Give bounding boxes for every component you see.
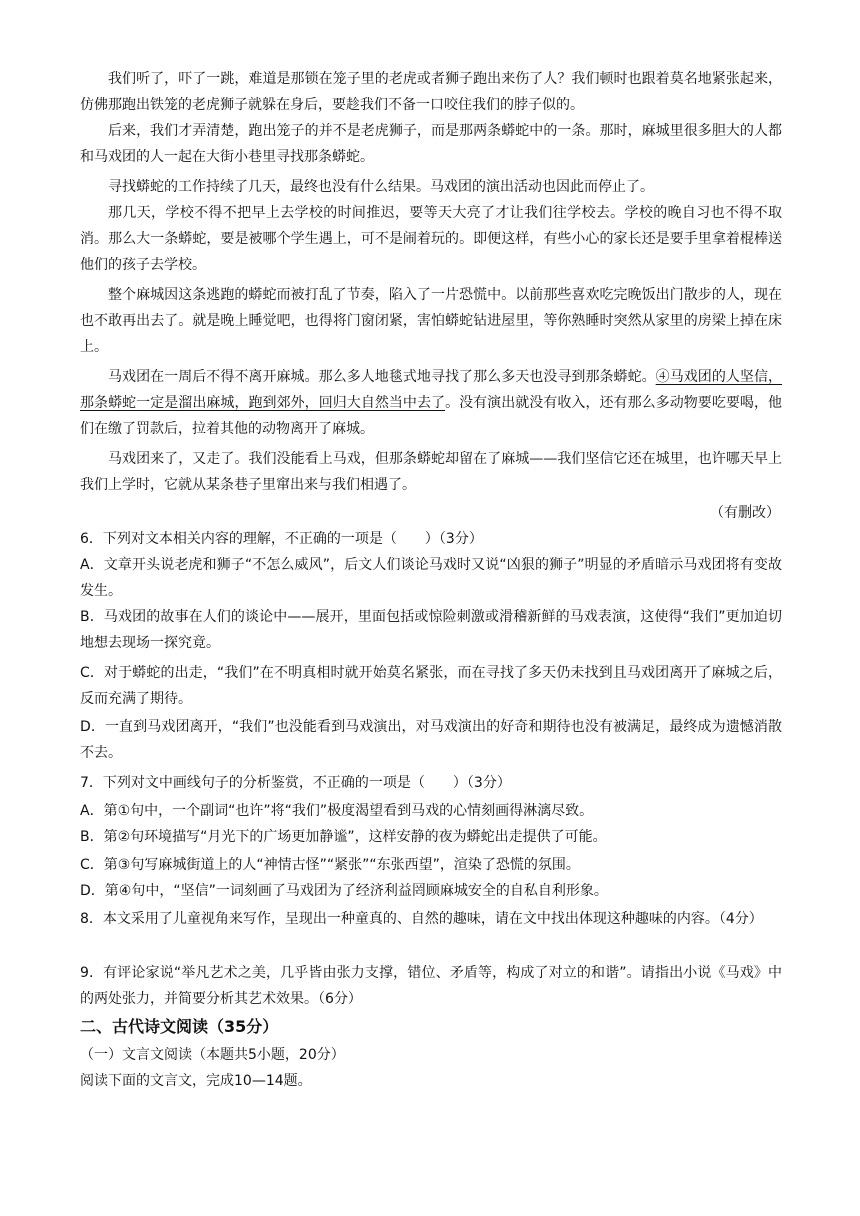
- question-7-stem: 7．下列对文中画线句子的分析鉴赏，不正确的一项是（ ）（3分）: [80, 775, 511, 791]
- question-7-option-d: D．第④句中，“坚信”一词刻画了马戏团为了经济利益罔顾麻城安全的自私自利形象。: [80, 883, 608, 899]
- question-7-option-a: A．第①句中，一个副词“也许”将“我们”极度渴望看到马戏的心情刻画得淋漓尽致。: [80, 803, 594, 819]
- passage-paragraph-5: 整个麻城因这条逃跑的蟒蛇而被打乱了节奏，陷入了一片恐慌中。以前那些喜欢吃完晚饭出门散步的人，现在也不敢再出去了。就是晚上睡觉吧，也得将门窗闭紧，害怕蟒蛇钻进屋里，等你熟睡时突然从家里的房梁上掉在床上。: [80, 287, 782, 355]
- question-6-option-a: A．文章开头说老虎和狮子“不怎么威风”，后文人们谈论马戏时又说“凶狠的狮子”明显的矛盾暗示马戏团将有变故发生。: [80, 557, 782, 599]
- passage-paragraph-3: 寻找蟒蛇的工作持续了几天，最终也没有什么结果。马戏团的演出活动也因此而停止了。: [108, 179, 654, 195]
- underlined-sentence-4: ④马戏团的人坚信，那条蟒蛇一定是溜出麻城，跑到郊外，回归大自然当中去了: [80, 369, 783, 411]
- passage-paragraph-7: 马戏团来了，又走了。我们没能看上马戏，但那条蟒蛇却留在了麻城——我们坚信它还在城里，也许哪天早上我们上学时，它就从某条巷子里窜出来与我们相遇了。: [80, 451, 782, 493]
- question-6-stem: 6．下列对文本相关内容的理解，不正确的一项是（ ）（3分）: [80, 531, 483, 547]
- question-7-option-c: C．第③句写麻城街道上的人“神情古怪”“紧张”“东张西望”，渲染了恐慌的氛围。: [80, 857, 580, 873]
- question-6-option-c: C．对于蟒蛇的出走，“我们”在不明真相时就开始莫名紧张，而在寻找了多天仍未找到且马戏团离开了麻城之后，反而充满了期待。: [80, 665, 782, 707]
- question-8: 8．本文采用了儿童视角来写作，呈现出一种童真的、自然的趣味，请在文中找出体现这种趣味的内容。（4分）: [80, 911, 763, 927]
- section-2-subheading: （一）文言文阅读（本题共5小题，20分）: [80, 1047, 345, 1063]
- passage-paragraph-6: [80, 364, 782, 442]
- passage-paragraph-2: 后来，我们才弄清楚，跑出笼子的并不是老虎狮子，而是那两条蟒蛇中的一条。那时，麻城里很多胆大的人都和马戏团的人一起在大街小巷里寻找那条蟒蛇。: [80, 123, 782, 165]
- section-2-heading: 二、古代诗文阅读（35分）: [80, 1017, 279, 1036]
- passage-paragraph-4: 那几天，学校不得不把早上去学校的时间推迟，要等天大亮了才让我们往学校去。学校的晚自习也不得不取消。那么大一条蟒蛇，要是被哪个学生遇上，可不是闹着玩的。即便这样，有些小心的家长还是要手里拿着棍棒送他们的孩子去学校。: [80, 205, 782, 273]
- passage-p6-text-a: 马戏团在一周后不得不离开麻城。那么多人地毯式地寻找了那么多天也没寻到那条蟒蛇。: [108, 369, 656, 385]
- question-6-option-d: D．一直到马戏团离开，“我们”也没能看到马戏演出，对马戏演出的好奇和期待也没有被满足，最终成为遗憾消散不去。: [80, 719, 782, 761]
- question-6-option-b: B．马戏团的故事在人们的谈论中——展开，里面包括或惊险刺激或滑稽新鲜的马戏表演，这使得“我们”更加迫切地想去现场一探究竟。: [80, 609, 782, 651]
- question-7-option-b: B．第②句环境描写“月光下的广场更加静谧”，这样安静的夜为蟒蛇出走提供了可能。: [80, 829, 607, 845]
- passage-paragraph-1: 我们听了，吓了一跳，难道是那锁在笼子里的老虎或者狮子跑出来伤了人？我们顿时也跟着莫名地紧张起来，仿佛那跑出铁笼的老虎狮子就躲在身后，要趁我们不备一口咬住我们的脖子似的。: [80, 71, 782, 113]
- passage-p6-text-b: 。没有演出就没有收入，还有那么多动物要吃要喝，他们在缴了罚款后，拉着其他的动物离开了麻城。: [80, 395, 783, 437]
- question-9: 9．有评论家说“举凡艺术之美，几乎皆由张力支撑，错位、矛盾等，构成了对立的和谐”。请指出小说《马戏》中的两处张力，并简要分析其艺术效果。（6分）: [80, 965, 782, 1007]
- section-2-instruction: 阅读下面的文言文，完成10—14题。: [80, 1073, 312, 1089]
- source-note: （有删改）: [710, 505, 780, 521]
